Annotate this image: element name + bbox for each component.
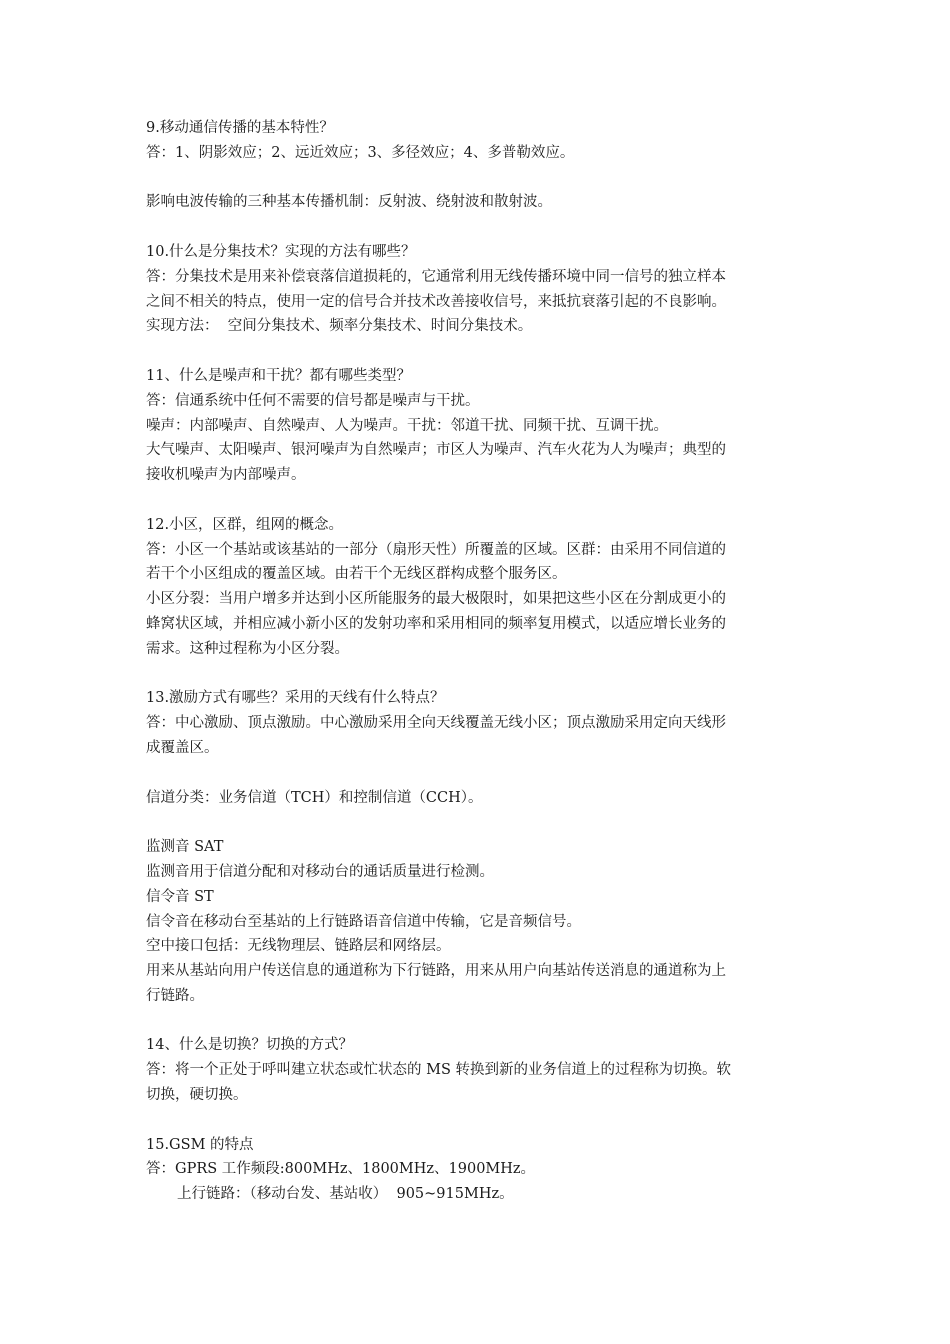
question-9-title: 9.移动通信传播的基本特性？ xyxy=(146,120,334,136)
question-12-title: 12.小区，区群，组网的概念。 xyxy=(146,516,344,533)
cell-splitting-line-3: 需求。这种过程称为小区分裂。 xyxy=(146,640,349,657)
question-13-answer-line-1: 答：中心激励、顶点激励。中心激励采用全向天线覆盖无线小区；顶点激励采用定向天线形 xyxy=(146,715,726,732)
cell-splitting-line-1: 小区分裂：当用户增多并达到小区所能服务的最大极限时，如果把这些小区在分割成更小的 xyxy=(146,591,726,608)
air-interface: 空中接口包括：无线物理层、链路层和网络层。 xyxy=(146,938,451,955)
cell-splitting-line-2: 蜂窝状区域，并相应减小新小区的发射功率和采用相同的频率复用模式，以适应增长业务的 xyxy=(146,615,726,632)
question-11-answer: 答：信通系统中任何不需要的信号都是噪声与干扰。 xyxy=(146,392,480,409)
question-10-answer-line-1: 答：分集技术是用来补偿衰落信道损耗的，它通常利用无线传播环境中同一信号的独立样本 xyxy=(146,268,726,285)
question-10-answer-line-2: 之间不相关的特点，使用一定的信号合并技术改善接收信号，来抵抗衰落引起的不良影响。 xyxy=(146,293,726,310)
blank-line xyxy=(146,1009,810,1034)
blank-line xyxy=(146,662,810,687)
channel-classification: 信道分类：业务信道（TCH）和控制信道（CCH）。 xyxy=(146,789,483,806)
blank-line xyxy=(146,166,810,191)
sat-heading: 监测音 SAT xyxy=(146,839,224,856)
question-11-noise-examples-line-1: 大气噪声、太阳噪声、银河噪声为自然噪声；市区人为噪声、汽车火花为人为噪声；典型的 xyxy=(146,442,726,459)
question-14-answer-line-1: 答：将一个正处于呼叫建立状态或忙状态的 MS 转换到新的业务信道上的过程称为切换。软 xyxy=(146,1062,731,1079)
question-10-title: 10.什么是分集技术？实现的方法有哪些？ xyxy=(146,243,416,260)
question-14-title: 14、什么是切换？切换的方式？ xyxy=(146,1037,353,1054)
question-15-answer: 答：GPRS 工作频段:800MHz、1800MHz、1900MHz。 xyxy=(146,1161,536,1178)
blank-line xyxy=(146,339,810,364)
question-9-answer: 答：1、阴影效应；2、远近效应；3、多径效应；4、多普勒效应。 xyxy=(146,144,575,161)
question-11-noise-examples-line-2: 接收机噪声为内部噪声。 xyxy=(146,467,306,484)
blank-line xyxy=(146,810,810,835)
question-15-title: 15.GSM 的特点 xyxy=(146,1136,254,1153)
blank-line xyxy=(146,1108,810,1133)
question-11-noise-types: 噪声：内部噪声、自然噪声、人为噪声。干扰：邻道干扰、同频干扰、互调干扰。 xyxy=(146,417,668,434)
question-13-answer-line-2: 成覆盖区。 xyxy=(146,739,219,756)
propagation-mechanisms: 影响电波传输的三种基本传播机制：反射波、绕射波和散射波。 xyxy=(146,194,552,211)
question-12-answer-line-1: 答：小区一个基站或该基站的一部分（扇形天性）所覆盖的区域。区群：由采用不同信道的 xyxy=(146,541,726,558)
blank-line xyxy=(146,761,810,786)
question-13-title: 13.激励方式有哪些？采用的天线有什么特点？ xyxy=(146,690,445,707)
link-definition-line-2: 行链路。 xyxy=(146,987,204,1004)
document-page xyxy=(146,116,810,1207)
blank-line xyxy=(146,215,810,240)
link-definition-line-1: 用来从基站向用户传送信息的通道称为下行链路，用来从用户向基站传送消息的通道称为上 xyxy=(146,963,726,980)
question-11-title: 11、什么是噪声和干扰？都有哪些类型？ xyxy=(146,367,411,384)
question-12-answer-line-2: 若干个小区组成的覆盖区域。由若干个无线区群构成整个服务区。 xyxy=(146,566,567,583)
question-14-answer-line-2: 切换，硬切换。 xyxy=(146,1087,248,1104)
question-10-methods: 实现方法： 空间分集技术、频率分集技术、时间分集技术。 xyxy=(146,318,533,335)
sat-description: 监测音用于信道分配和对移动台的通话质量进行检测。 xyxy=(146,863,494,880)
st-heading: 信令音 ST xyxy=(146,888,214,905)
st-description: 信令音在移动台至基站的上行链路语音信道中传输，它是音频信号。 xyxy=(146,913,581,930)
uplink-frequency: 上行链路：（移动台发、基站收） 905~915MHz。 xyxy=(177,1186,514,1203)
blank-line xyxy=(146,488,810,513)
